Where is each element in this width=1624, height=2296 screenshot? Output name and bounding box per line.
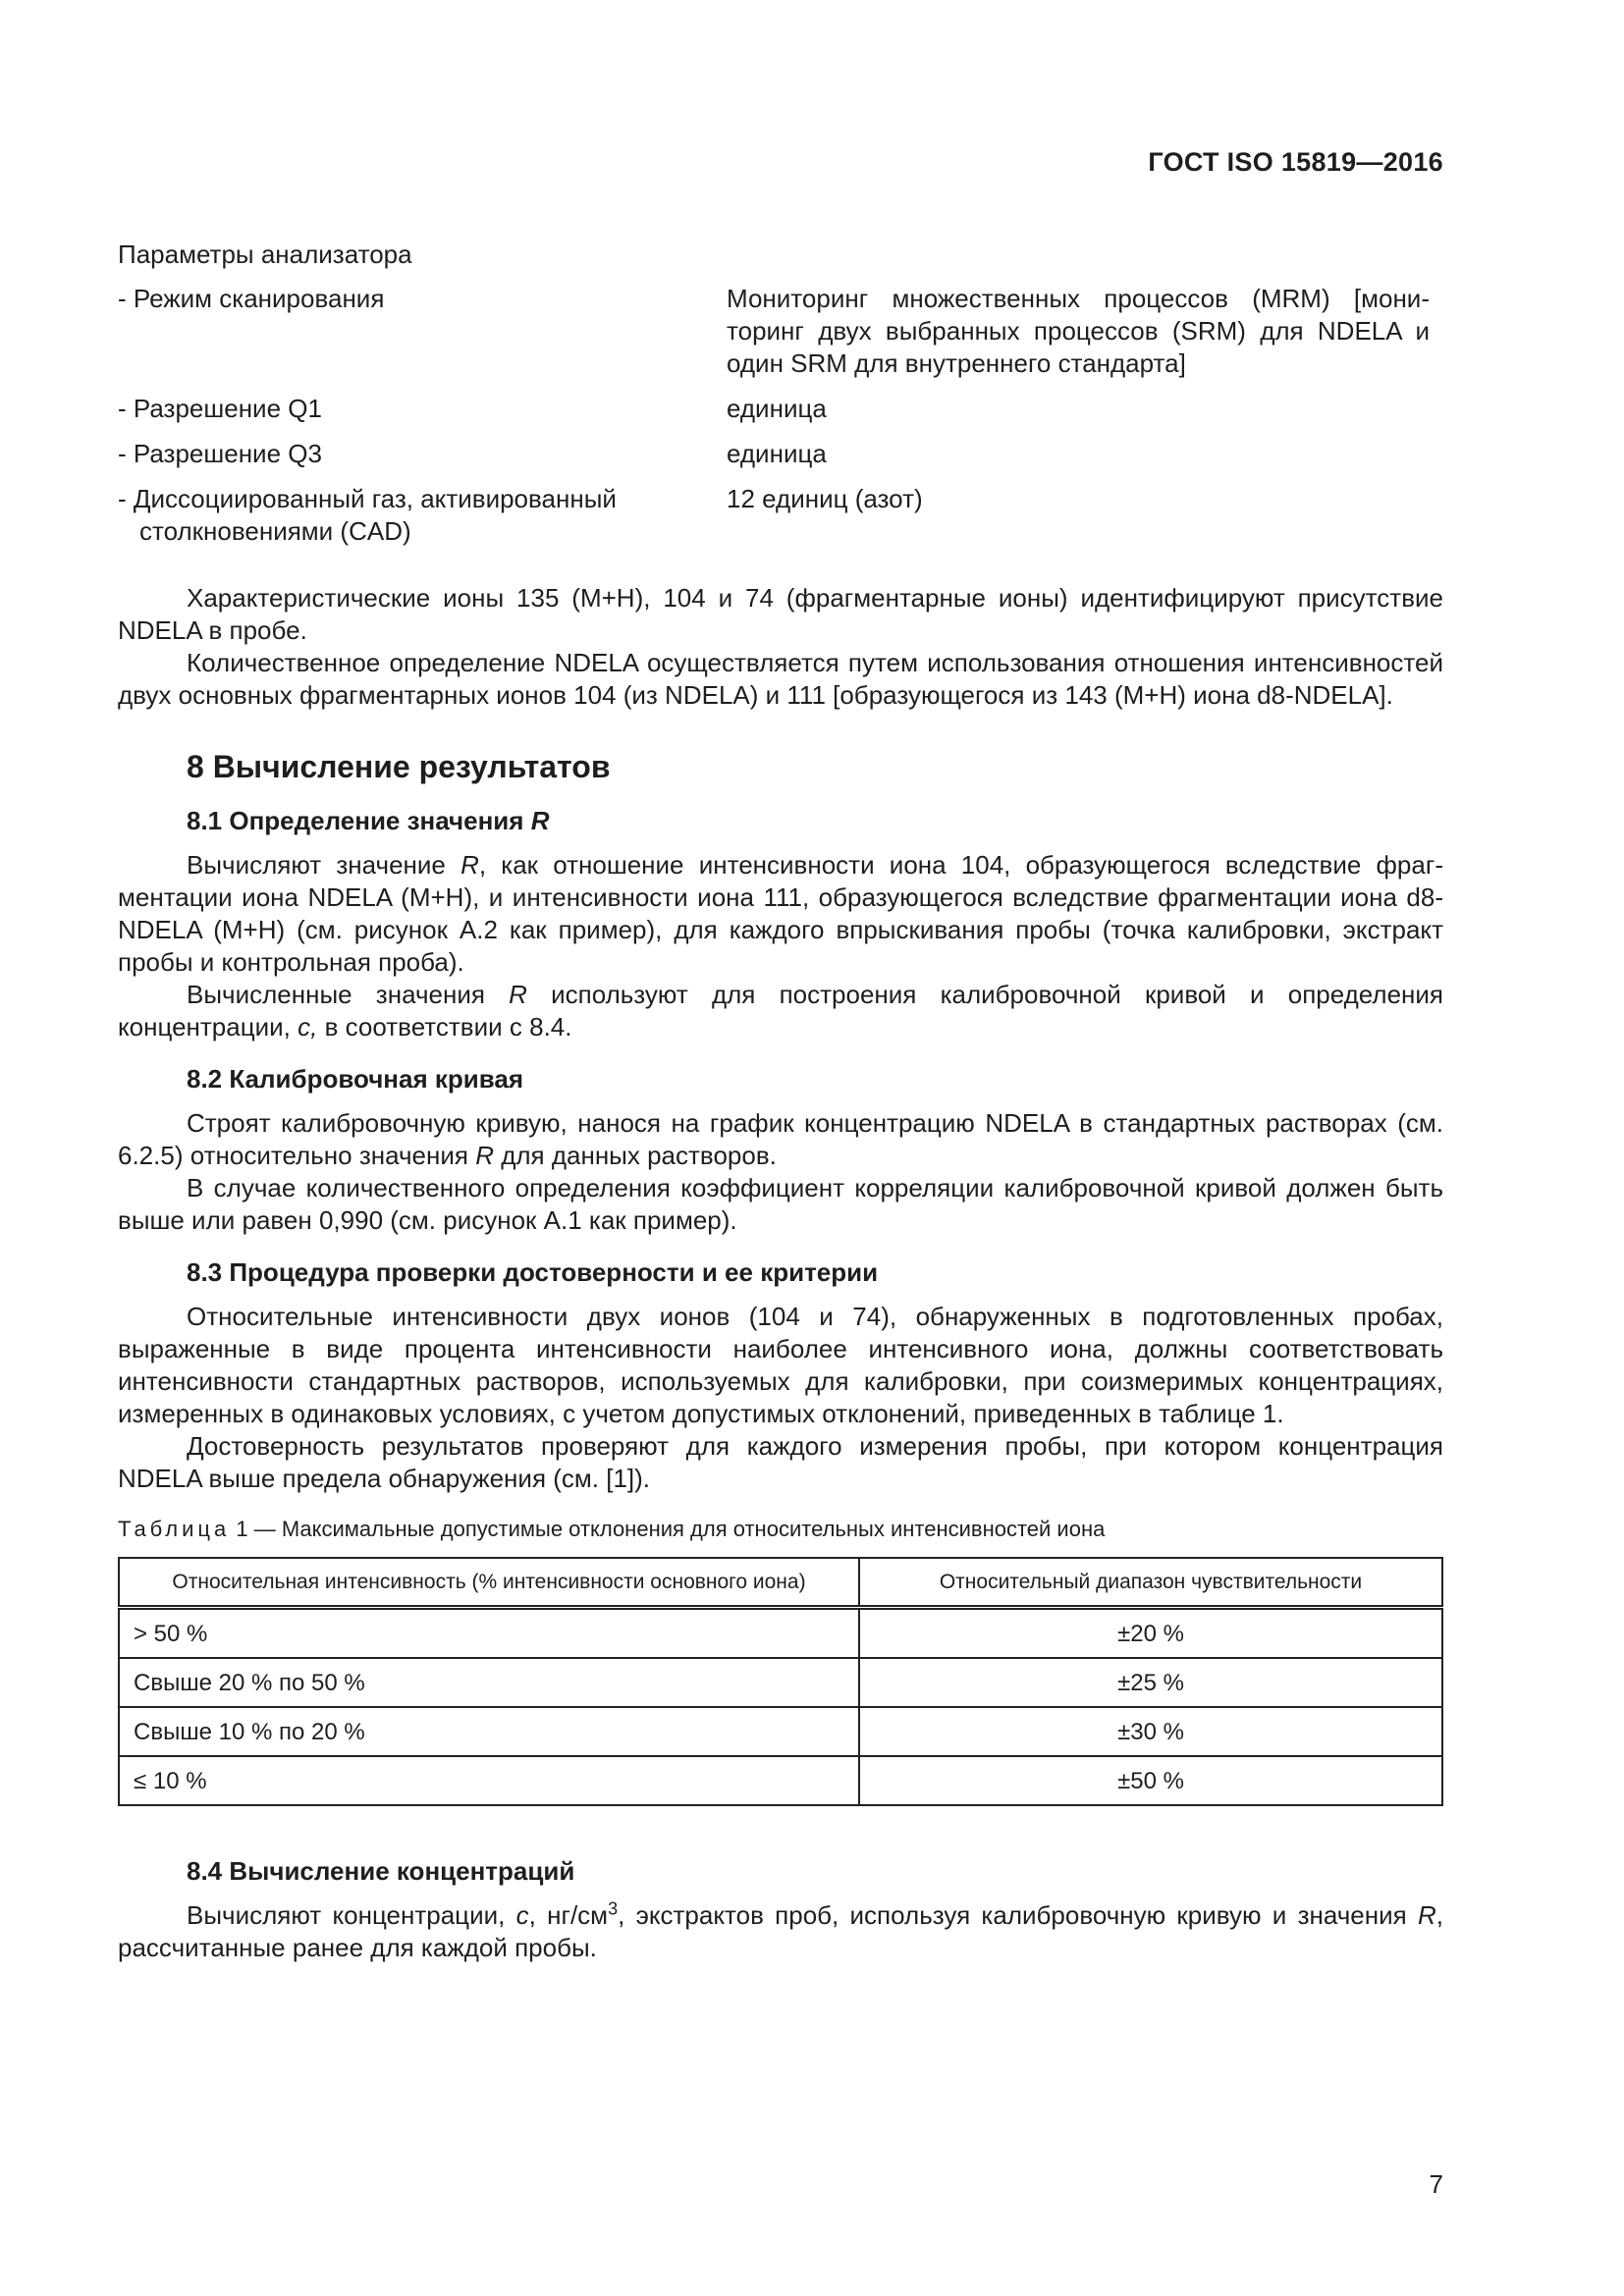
page-number: 7 [1429,2169,1443,2199]
table-row [119,1658,1442,1707]
table-cell: ±30 % [859,1707,1442,1756]
subsection-title: 8.2 Калибровочная кривая [187,1064,524,1094]
table-cell: > 50 % [119,1608,859,1659]
analyzer-params-title: Параметры анализатора [118,240,412,269]
param-value: Мониторинг множественных процессов (MRM) [мониторинг двух выбранных процессов (SRM) для NDELA и один SRM для внутреннего стандарта] [727,284,1430,378]
table-cell: Свыше 20 % по 50 % [119,1658,859,1707]
table-cell: ±25 % [859,1658,1442,1707]
table-cell: ≤ 10 % [119,1756,859,1805]
table-cell: ±20 % [859,1608,1442,1659]
paragraph: Относительные интенсивности двух ионов (104 и 74), обнаруженных в подготовленных пробах, выраженные в виде процента интенсивности наиболее интенсивного иона, должны соответствовать интенсивности стандартных растворов, используемых для калибровки, при соизмеримых концентрациях, измеренных в одинаковых условиях, с учетом допустимых отклонений, приведенных в таблице 1. [118,1302,1443,1428]
column-header: Относительный диапазон чувствительности [859,1558,1442,1608]
param-row [118,483,1443,548]
subsection-title: 8.1 Определение значения R [187,806,550,835]
param-row [118,283,1443,380]
param-key: - Разрешение Q3 [118,439,322,468]
param-row [118,393,1443,425]
param-value: единица [727,394,827,423]
page-content [118,239,1443,1964]
paragraph: В случае количественного определения коэффициент корреляции калибровочной кривой должен быть выше или равен 0,990 (см. рисунок А.1 как пример). [118,1173,1443,1235]
table-row [119,1707,1442,1756]
deviation-table [118,1557,1443,1806]
column-header: Относительная интенсивность (% интенсивности основного иона) [119,1558,859,1608]
paragraph: Вычисленные значения R используют для построения калибровочной кривой и определения концентрации, с, в соответствии с 8.4. [118,980,1443,1041]
param-value: единица [727,439,827,468]
param-row [118,438,1443,470]
paragraph: Строят калибровочную кривую, нанося на график концентрацию NDELA в стандартных растворах (см. 6.2.5) относительно значения R для данных растворов. [118,1108,1443,1170]
paragraph: Вычисляют значение R, как отношение интенсивности иона 104, образующегося вследствие фрагментации иона NDELA (M+H), и интенсивности иона 111, образующегося вследствие фрагментации иона d8-NDELA (M+H) (см. рисунок А.2 как пример), для каждого впрыскивания пробы (точка калибровки, экстракт пробы и контрольная проба). [118,850,1443,977]
subsection-title: 8.3 Процедура проверки достоверности и ее критерии [187,1257,879,1287]
table-row [119,1756,1442,1805]
table-row [119,1608,1442,1659]
table-header-row [119,1558,1442,1608]
table-caption: Таблица 1 — Максимальные допустимые отклонения для относительных интенсивностей иона [118,1517,1106,1541]
param-value: 12 единиц (азот) [727,484,923,513]
paragraph: Достоверность результатов проверяют для каждого измерения пробы, при котором концентрация NDELA выше предела обнаружения (см. [1]). [118,1431,1443,1493]
paragraph: Количественное определение NDELA осуществляется путем использования отношения интенсивностей двух основных фрагментарных ионов 104 (из NDELA) и 111 [образующегося из 143 (M+H) иона d8-NDELA]. [118,648,1443,710]
section-title: 8 Вычисление результатов [187,749,611,784]
param-key: - Диссоциированный газ, активированный столкновениями (CAD) [118,484,617,546]
table-cell: ±50 % [859,1756,1442,1805]
paragraph: Характеристические ионы 135 (M+H), 104 и 74 (фрагментарные ионы) идентифицируют присутствие NDELA в пробе. [118,583,1443,645]
subsection-title: 8.4 Вычисление концентраций [187,1856,575,1886]
paragraph: Вычисляют концентрации, с, $нг/см^3$, экстрактов проб, используя калибровочную кривую и значения R, рассчитанные ранее для каждой пробы. [118,1898,1443,1962]
table-cell: Свыше 10 % по 20 % [119,1707,859,1756]
standard-code: ГОСТ ISO 15819—2016 [1148,147,1443,177]
param-key: - Режим сканирования [118,284,385,313]
param-key: - Разрешение Q1 [118,394,322,423]
